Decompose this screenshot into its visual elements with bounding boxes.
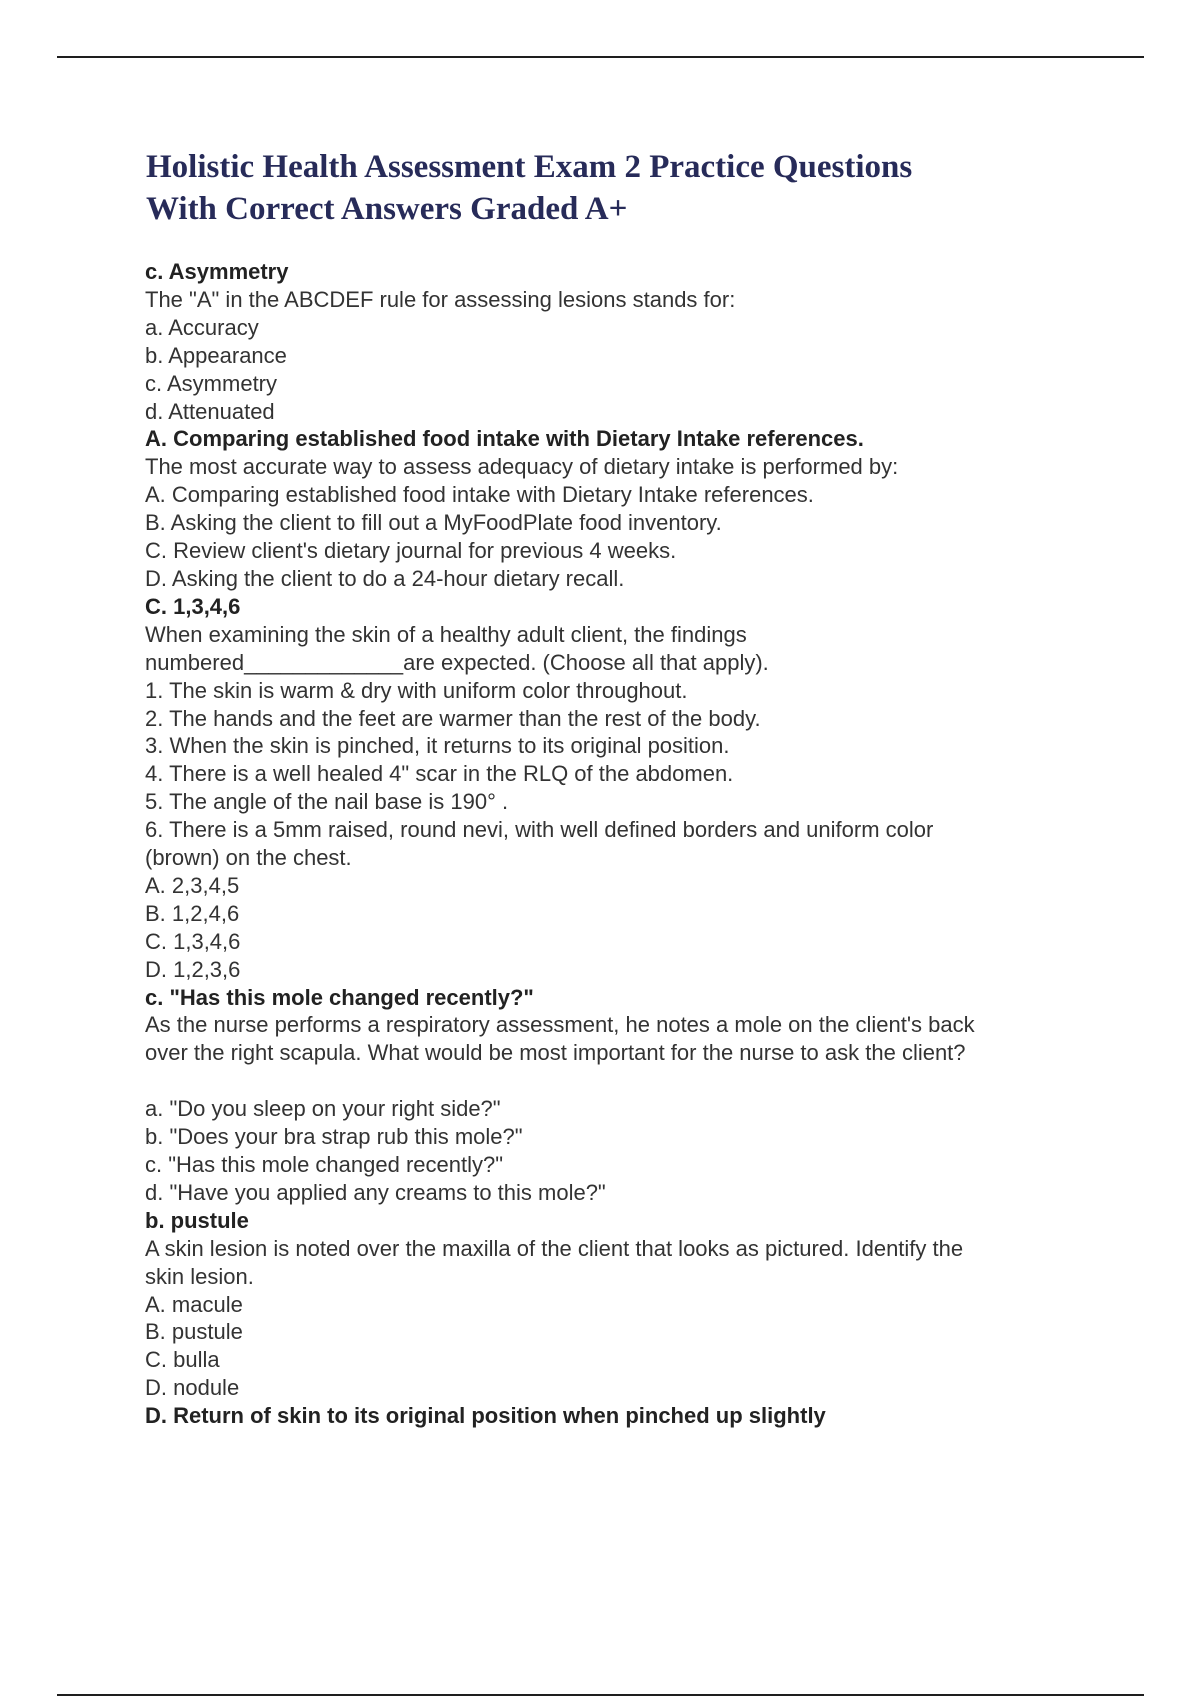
option-text: D. nodule: [145, 1375, 240, 1401]
question-block: [145, 1402, 1065, 1430]
question-text: When examining the skin of a healthy adult client, the findings: [145, 621, 747, 647]
option-text: C. Review client's dietary journal for previous 4 weeks.: [145, 538, 677, 564]
option-text: B. 1,2,4,6: [145, 900, 240, 926]
option-text: B. Asking the client to fill out a MyFoodPlate food inventory.: [145, 510, 722, 536]
statement-text: 6. There is a 5mm raised, round nevi, with well defined borders and uniform color: [145, 817, 934, 843]
question-block: [145, 425, 1065, 592]
question-list: [145, 258, 1065, 1430]
option-text: A. macule: [145, 1291, 243, 1317]
statement-text: 4. There is a well healed 4" scar in the RLQ of the abdomen.: [145, 761, 734, 787]
question-block: [145, 984, 1065, 1207]
question-block: [145, 593, 1065, 984]
option-text: A. Comparing established food intake with Dietary Intake references.: [145, 482, 814, 508]
option-text: c. "Has this mole changed recently?": [145, 1151, 504, 1177]
option-text: C. 1,3,4,6: [145, 928, 241, 954]
option-text: D. 1,2,3,6: [145, 956, 241, 982]
option-text: b. Appearance: [145, 342, 287, 368]
option-text: A. 2,3,4,5: [145, 872, 240, 898]
statement-text: 1. The skin is warm & dry with uniform color throughout.: [145, 677, 688, 703]
option-text: d. Attenuated: [145, 398, 275, 424]
spacer: [145, 1067, 1065, 1095]
option-text: b. "Does your bra strap rub this mole?": [145, 1124, 523, 1150]
option-text: B. pustule: [145, 1319, 243, 1345]
statement-text: 5. The angle of the nail base is 190° .: [145, 789, 509, 815]
option-text: c. Asymmetry: [145, 370, 278, 396]
answer-text: A. Comparing established food intake with Dietary Intake references.: [145, 426, 864, 452]
question-block: [145, 258, 1065, 425]
answer-text: b. pustule: [145, 1207, 249, 1233]
statement-text: 3. When the skin is pinched, it returns to its original position.: [145, 733, 730, 759]
header-rule: [57, 56, 1144, 58]
answer-text: c. Asymmetry: [145, 259, 289, 284]
document-title: [146, 146, 1106, 230]
option-text: a. Accuracy: [145, 314, 259, 340]
title-line-2: With Correct Answers Graded A+: [146, 191, 628, 227]
question-text: A skin lesion is noted over the maxilla of the client that looks as pictured. Identify the: [145, 1235, 964, 1261]
question-text: As the nurse performs a respiratory assessment, he notes a mole on the client's back: [145, 1012, 975, 1038]
question-text: numbered_____________are expected. (Choose all that apply).: [145, 649, 769, 675]
option-text: D. Asking the client to do a 24-hour dietary recall.: [145, 565, 625, 591]
question-text: over the right scapula. What would be most important for the nurse to ask the client?: [145, 1040, 966, 1066]
title-line-1: Holistic Health Assessment Exam 2 Practice Questions: [146, 149, 913, 185]
option-text: C. bulla: [145, 1347, 220, 1373]
option-text: a. "Do you sleep on your right side?": [145, 1096, 501, 1122]
statement-text: (brown) on the chest.: [145, 845, 352, 871]
option-text: d. "Have you applied any creams to this mole?": [145, 1179, 606, 1205]
question-text: The most accurate way to assess adequacy of dietary intake is performed by:: [145, 454, 899, 480]
statement-text: 2. The hands and the feet are warmer than the rest of the body.: [145, 705, 761, 731]
question-text: skin lesion.: [145, 1263, 254, 1289]
question-text: The "A" in the ABCDEF rule for assessing lesions stands for:: [145, 286, 736, 312]
answer-text: D. Return of skin to its original position when pinched up slightly: [145, 1403, 826, 1429]
answer-text: c. "Has this mole changed recently?": [145, 984, 534, 1010]
question-block: [145, 1207, 1065, 1402]
answer-text: C. 1,3,4,6: [145, 593, 241, 619]
footer-rule: [57, 1694, 1144, 1696]
